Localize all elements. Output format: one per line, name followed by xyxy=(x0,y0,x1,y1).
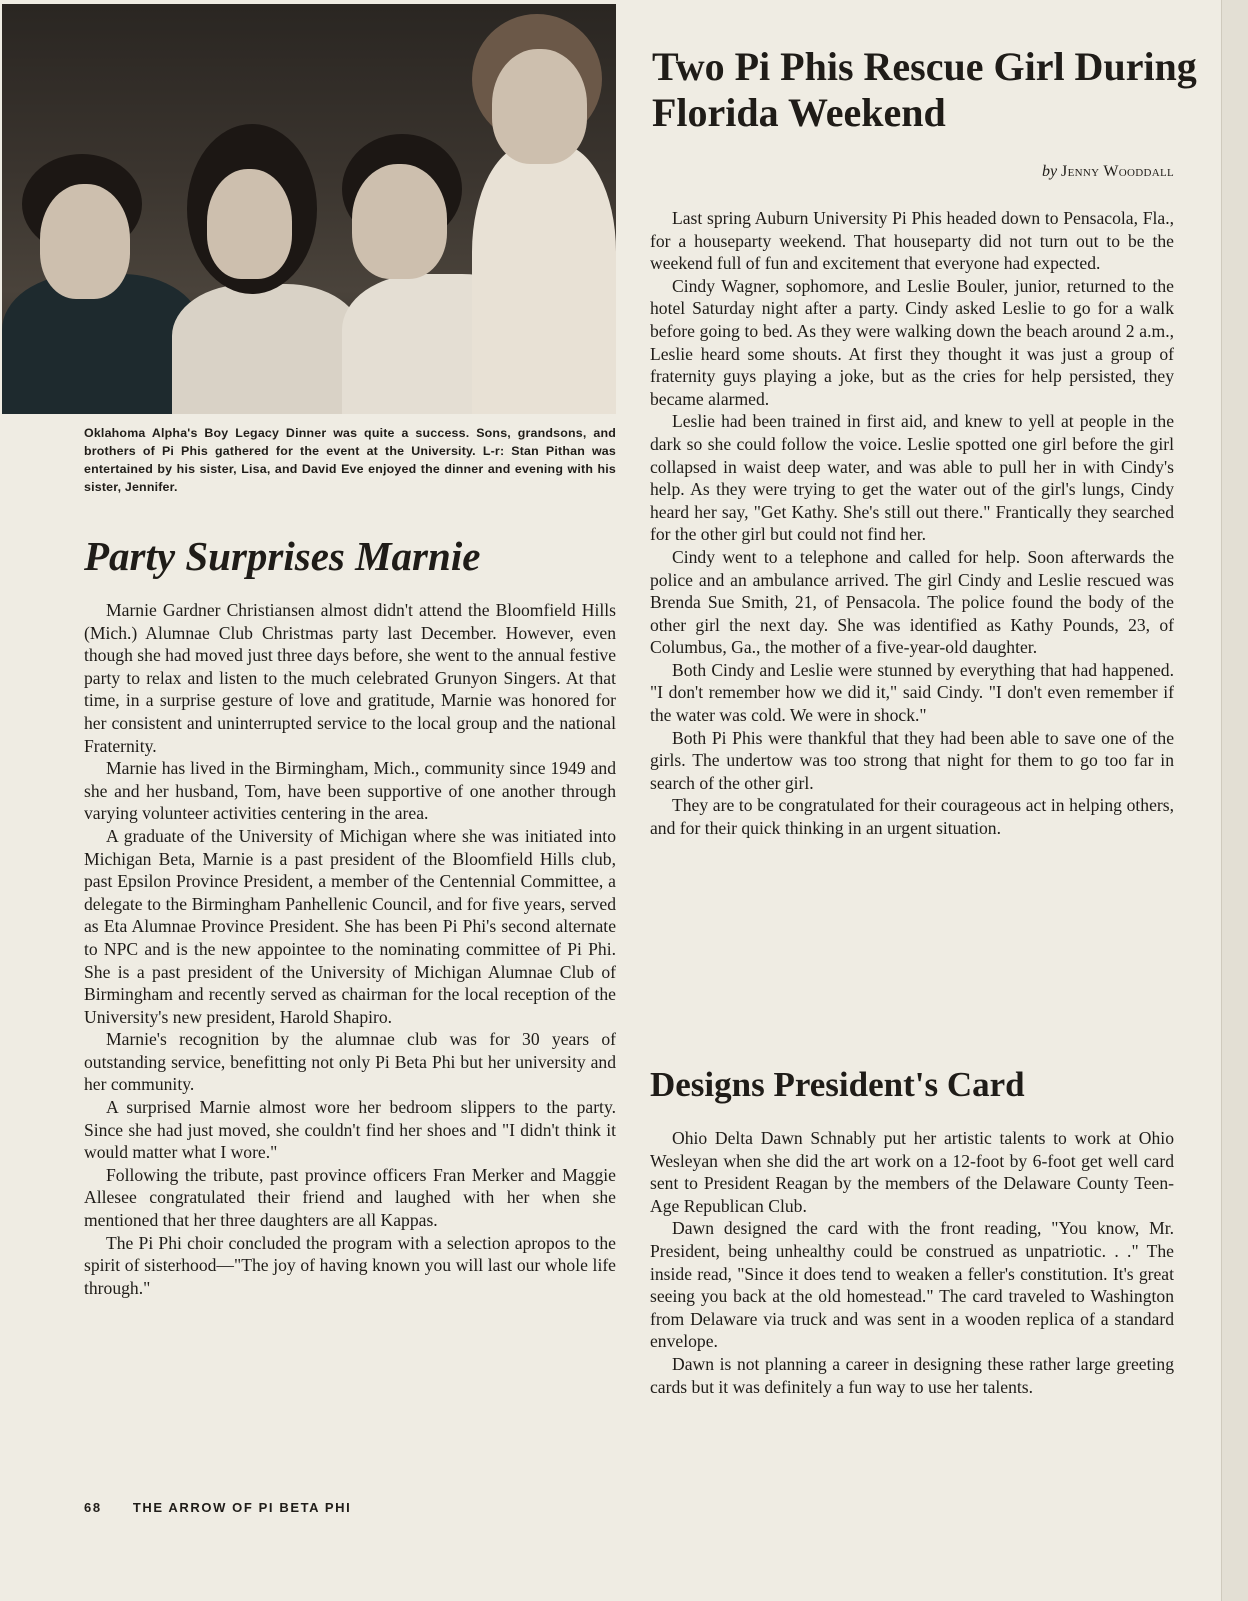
figure-face-4 xyxy=(492,49,587,164)
card-article-title: Designs President's Card xyxy=(650,1065,1025,1104)
paragraph: Leslie had been trained in first aid, and knew to yell at people in the dark so she could follow the voice. Leslie spotted one girl before the girl collapsed in waist deep water, and was able to pull her in with Cindy's help. As they were trying to get the water out of the girl's lungs, Cindy heard her say, "Get Kathy. She's still out there." Frantically they searched for the other girl but could not find her. xyxy=(650,411,1174,545)
paragraph: Marnie's recognition by the alumnae club was for 30 years of outstanding service, benefitting not only Pi Beta Phi but her university and her community. xyxy=(84,1029,616,1095)
page-footer xyxy=(84,1500,351,1515)
figure-face-1 xyxy=(40,184,130,299)
page-number: 68 xyxy=(84,1500,102,1515)
publication-name: THE ARROW OF PI BETA PHI xyxy=(132,1500,352,1515)
group-photo xyxy=(2,4,616,414)
paragraph: Following the tribute, past province officers Fran Merker and Maggie Allesee congratulated their friend and laughed with her when she mentioned that her three daughters are all Kappas. xyxy=(84,1164,616,1231)
left-article-title: Party Surprises Marnie xyxy=(84,533,481,579)
figure-shirt-4 xyxy=(472,144,616,414)
card-article-body xyxy=(650,1127,1174,1398)
page-edge xyxy=(1221,0,1248,1601)
paragraph: Cindy went to a telephone and called for help. Soon afterwards the police and an ambulance arrived. The girl Cindy and Leslie rescued was Brenda Sue Smith, 21, of Pensacola. The police found the body of the other girl the next day. She was identified as Kathy Pounds, 23, of Columbus, Ga., the mother of a five-year-old daughter. xyxy=(650,546,1174,658)
paragraph: Dawn is not planning a career in designing these rather large greeting cards but it was definitely a fun way to use her talents. xyxy=(650,1353,1174,1397)
paragraph: They are to be congratulated for their courageous act in helping others, and for their quick thinking in an urgent situation. xyxy=(650,795,1174,839)
figure-face-3 xyxy=(352,164,447,279)
paragraph: Marnie Gardner Christiansen almost didn't attend the Bloomfield Hills (Mich.) Alumnae Club Christmas party last December. However, even though she had moved just three days before, she went to the annual festive party to relax and listen to the much celebrated Grunyon Singers. At that time, in a surprise gesture of love and gratitude, Marnie was honored for her consistent and uninterrupted service to the local group and the national Fraternity. xyxy=(84,600,616,756)
byline-by: by xyxy=(1041,163,1058,180)
paragraph: Ohio Delta Dawn Schnably put her artistic talents to work at Ohio Wesleyan when she did the art work on a 12-foot by 6-foot get well card sent to President Reagan by the members of the Delaware County Teen-Age Republican Club. xyxy=(650,1128,1174,1216)
paragraph: Last spring Auburn University Pi Phis headed down to Pensacola, Fla., for a houseparty weekend. That houseparty did not turn out to be the weekend full of fun and excitement that everyone had expected. xyxy=(650,208,1174,274)
figure-face-2 xyxy=(207,169,292,279)
paragraph: A graduate of the University of Michigan where she was initiated into Michigan Beta, Marnie is a past president of the Bloomfield Hills club, past Epsilon Province President, a member of the Centennial Committee, a delegate to the Birmingham Panhellenic Council, and for five years, served as Eta Alumnae Province President. She has been Pi Phi's second alternate to NPC and is the new appointee to the nominating committee of Pi Phi. She is a past president of the University of Michigan Alumnae Club of Birmingham and recently served as chairman for the local reception of the University's new president, Harold Shapiro. xyxy=(84,825,616,1027)
paragraph: The Pi Phi choir concluded the program with a selection apropos to the spirit of sisterhood—"The joy of having known you will last our whole life through." xyxy=(84,1232,616,1298)
right-article-title: Two Pi Phis Rescue Girl During Florida Weekend xyxy=(652,44,1197,135)
photo-caption: Oklahoma Alpha's Boy Legacy Dinner was quite a success. Sons, grandsons, and brothers of Pi Phis gathered for the event at the University. L-r: Stan Pithan was entertained by his sister, Lisa, and David Eve enjoyed the dinner and evening with his sister, Jennifer. xyxy=(84,426,616,494)
left-article-body xyxy=(84,599,616,1299)
paragraph: Cindy Wagner, sophomore, and Leslie Bouler, junior, returned to the hotel Saturday night after a party. Cindy asked Leslie to go for a walk before going to bed. As they were walking down the beach around 2 a.m., Leslie heard some shouts. At first they thought it was just a group of fraternity guys playing a joke, but as the cries for help persisted, they became alarmed. xyxy=(650,275,1174,409)
figure-shirt-2 xyxy=(172,284,362,414)
byline xyxy=(652,163,1174,181)
paragraph: Marnie has lived in the Birmingham, Mich., community since 1949 and she and her husband, Tom, have been supportive of one another through varying volunteer activities centering in the area. xyxy=(84,758,616,824)
right-article-body xyxy=(650,207,1174,840)
paragraph: Dawn designed the card with the front reading, "You know, Mr. President, being unhealthy could be construed as unpatriotic. . ." The inside read, "Since it does tend to weaken a feller's constitution. It's great seeing you back at the old homestead." The card traveled to Washington from Delaware via truck and was sent in a wooden replica of a standard envelope. xyxy=(650,1218,1174,1352)
paragraph: Both Cindy and Leslie were stunned by everything that had happened. "I don't remember how we did it," said Cindy. "I don't even remember if the water was cold. We were in shock." xyxy=(650,659,1174,726)
paragraph: A surprised Marnie almost wore her bedroom slippers to the party. Since she had just moved, she couldn't find her shoes and "I didn't think it would matter what I wore." xyxy=(84,1097,616,1163)
byline-author: Jenny Wooddall xyxy=(1061,163,1174,180)
paragraph: Both Pi Phis were thankful that they had been able to save one of the girls. The undertow was too strong that night for them to go too far in search of the other girl. xyxy=(650,727,1174,793)
